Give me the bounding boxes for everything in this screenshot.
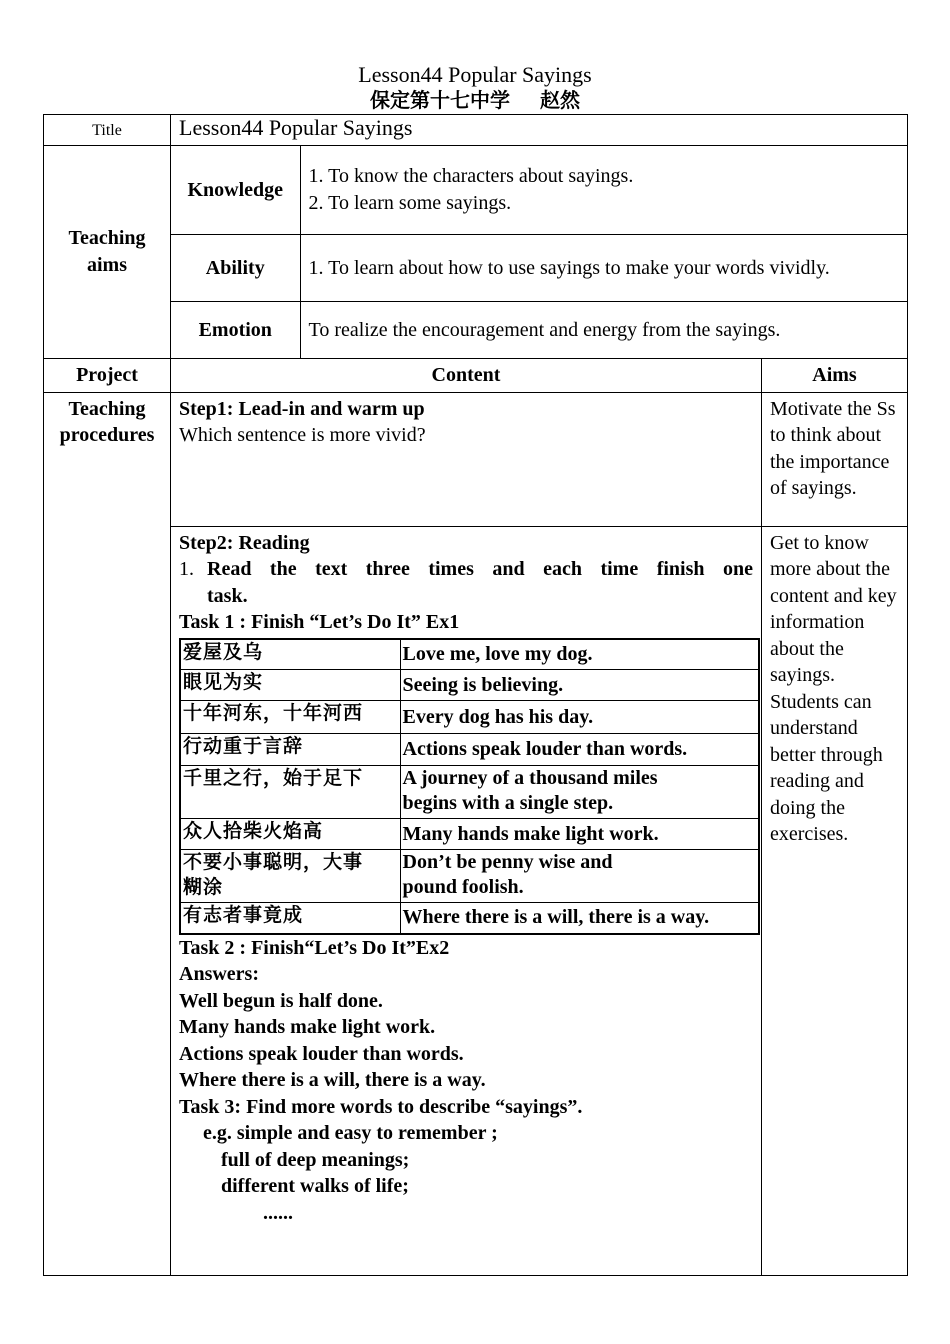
saying-chinese: 有志者事竟成 [180,903,400,934]
saying-row [180,639,759,670]
document-header [0,62,950,112]
knowledge-item: 2. To learn some sayings. [308,191,512,214]
saying-chinese: 十年河东，十年河西 [180,701,400,734]
aims-subtable [171,146,907,358]
saying-chinese-line: 不要小事聪明，大事 [183,851,364,873]
project-header: Project [44,358,171,392]
saying-row [180,850,759,903]
step1-aim: Motivate the Ss to think about the importance of sayings. [762,392,908,526]
step2-item-text: Read the text three times and each time finish one [207,558,753,580]
teaching-aims-label: Teaching aims [44,145,171,358]
saying-chinese [180,850,400,903]
aims-header: Aims [762,358,908,392]
column-header-row [44,358,908,392]
knowledge-content [300,146,907,235]
saying-chinese: 千里之行，始于足下 [180,766,400,819]
saying-row [180,819,759,850]
saying-english: Many hands make light work. [400,819,759,850]
saying-english-line: A journey of a thousand miles [402,767,658,789]
step1-heading: Step1: Lead-in and warm up [179,397,425,420]
task1-label: Task 1 : Finish “Let’s Do It” Ex1 [179,611,460,633]
saying-row [180,670,759,701]
step2-aim: Get to know more about the content and key information about the sayings. Students can understand better through reading and doing the exercises. [762,526,908,1276]
title-value: Lesson44 Popular Sayings [171,115,908,146]
example-item: e.g. simple and easy to remember ; [203,1122,498,1144]
answer-item: Many hands make light work. [179,1016,436,1038]
saying-chinese-line: 糊涂 [183,876,224,898]
emotion-text: To realize the encouragement and energy from the sayings. [300,302,907,358]
step2-item-number: 1. [179,558,194,580]
step1-row [44,392,908,526]
teaching-procedures-label: Teaching procedures [44,392,171,1276]
answer-item: Actions speak louder than words. [179,1042,464,1065]
step1-content [171,392,762,526]
saying-row [180,766,759,819]
school-name: 保定第十七中学 [370,88,510,112]
saying-english: Where there is a will, there is a way. [400,903,759,934]
knowledge-item: 1. To know the characters about sayings. [308,165,634,188]
step2-item [179,556,753,583]
saying-chinese: 眼见为实 [180,670,400,701]
saying-row [180,701,759,734]
teaching-aims-row [44,145,908,358]
saying-row [180,903,759,934]
task2-label: Task 2 : Finish“Let’s Do It”Ex2 [179,936,450,959]
emotion-label: Emotion [171,302,300,358]
saying-english [400,850,759,903]
saying-english [400,766,759,819]
saying-english: Seeing is believing. [400,670,759,701]
author-name: 赵然 [540,88,580,112]
example-item: full of deep meanings; [221,1148,410,1171]
document-title: Lesson44 Popular Sayings [358,62,592,87]
saying-row [180,734,759,766]
title-label: Title [44,115,171,146]
content-header: Content [171,358,762,392]
saying-english: Actions speak louder than words. [400,734,759,766]
saying-chinese: 行动重于言辞 [180,734,400,766]
knowledge-label: Knowledge [171,146,300,235]
ability-text: 1. To learn about how to use sayings to make your words vividly. [300,235,907,302]
step2-heading: Step2: Reading [179,531,310,554]
step1-text: Which sentence is more vivid? [179,424,426,446]
example-item: different walks of life; [221,1175,409,1197]
sayings-table [179,638,760,935]
ability-label: Ability [171,235,300,302]
example-item: ...... [263,1201,293,1224]
saying-chinese: 众人拾柴火焰高 [180,819,400,850]
step2-row [44,526,908,1276]
task3-label: Task 3: Find more words to describe “sayings”. [179,1095,583,1118]
answer-item: Where there is a will, there is a way. [179,1069,486,1091]
answer-item: Well begun is half done. [179,989,383,1012]
saying-english-line: pound foolish. [402,876,524,898]
step2-item-text-cont: task. [207,584,248,607]
step2-content [171,526,762,1276]
saying-english: Every dog has his day. [400,701,759,734]
title-row [44,115,908,146]
saying-english: Love me, love my dog. [400,639,759,670]
saying-chinese: 爱屋及乌 [180,639,400,670]
saying-english-line: begins with a single step. [402,792,614,814]
saying-english-line: Don’t be penny wise and [402,851,613,873]
document-subtitle [0,88,950,112]
answers-label: Answers: [179,963,259,985]
lesson-plan-table [43,114,908,1276]
